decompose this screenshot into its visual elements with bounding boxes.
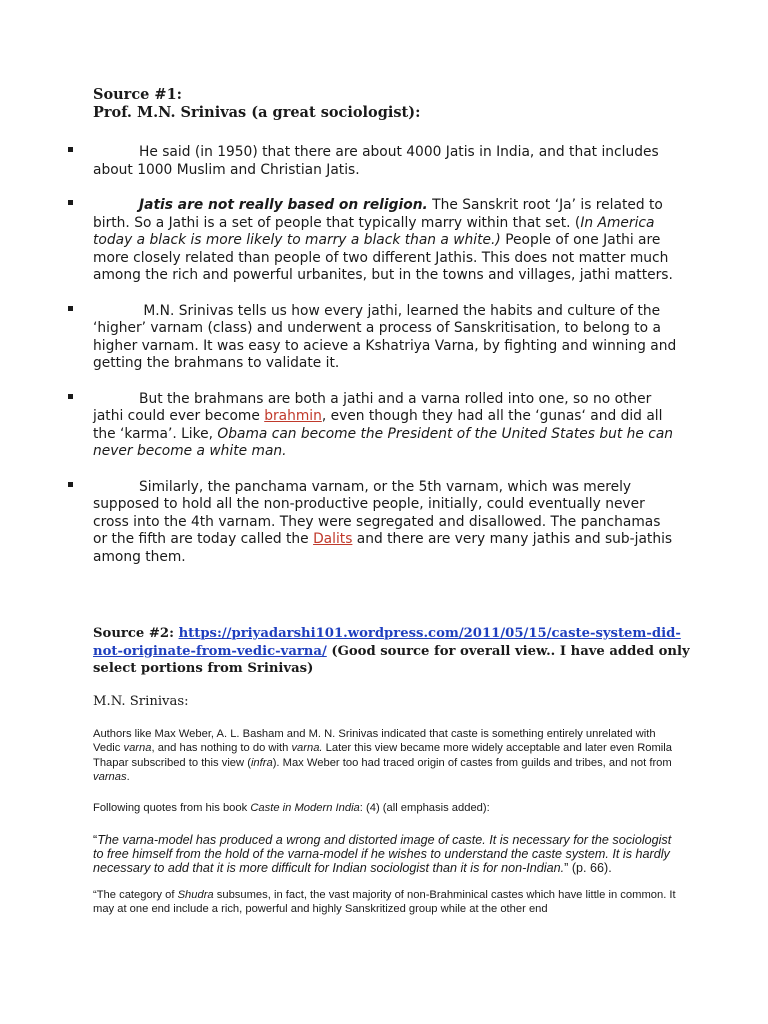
- square-bullet-icon: [68, 482, 73, 487]
- square-bullet-icon: [68, 147, 73, 152]
- square-bullet-icon: [68, 394, 73, 399]
- quote-shudra: “The category of Shudra subsumes, in fact, the vast majority of non-Brahminical castes which have little in common. It may at one end include a rich, powerful and highly Sanskritized group while at the other end: [93, 889, 676, 916]
- bullet-list: [0, 144, 768, 584]
- source2-paragraph: [93, 625, 693, 678]
- list-item: [0, 391, 768, 461]
- bullet-text: , even though they had all the ‘gunas‘ and did all the ‘karma’. Like,: [93, 408, 663, 442]
- srinivas-heading: M.N. Srinivas:: [93, 694, 189, 709]
- quotes-intro-paragraph: Following quotes from his book Caste in Modern India: (4) (all emphasis added):: [93, 802, 490, 814]
- source2-url-link[interactable]: https://priyadarshi101.wordpress.com/2011/05/15/caste-system-did-not-originate-from-vedic-varna/: [93, 626, 681, 659]
- bullet-text: Similarly, the panchama varnam, or the 5th varnam, which was merely supposed to hold all the non-productive people, initially, could eventually never cross into the 4th varnam. They were segregated and disallowed. The panchamas or the fifth are today called the: [93, 478, 661, 547]
- bullet-italic: In America today a black is more likely to marry a black than a white.): [93, 214, 655, 248]
- list-item: [0, 479, 768, 567]
- square-bullet-icon: [68, 200, 73, 205]
- bullet-text: But the brahmans are both a jathi and a varna rolled into one, so no other jathi could ever become: [93, 390, 652, 424]
- bullet-lead: Jatis are not really based on religion.: [139, 197, 428, 213]
- bullet-text: People of one Jathi are more closely related than people of two different Jathis. This does not matter much among the rich and powerful urbanites, but in the towns and villages, jathi matters.: [93, 232, 673, 283]
- quote-varna-model: “The varna-model has produced a wrong and distorted image of caste. It is necessary for the sociologist to free himself from the hold of the varna-model if he wishes to understand the caste system. It is hardly necessary to add that it is more difficult for Indian sociologist than it is for non-Indian.” (p. 66).: [93, 833, 672, 876]
- brahmin-link[interactable]: brahmin: [264, 408, 322, 424]
- source2-note: (Good source for overall view.. I have added only select portions from Srinivas): [93, 643, 690, 676]
- source1-subtitle: Prof. M.N. Srinivas (a great sociologist):: [93, 104, 421, 121]
- square-bullet-icon: [68, 306, 73, 311]
- source1-title: Source #1:: [93, 86, 183, 103]
- bullet-text: and there are very many jathis and sub-jathis among them.: [93, 531, 673, 565]
- bullet-text: The Sanskrit root ‘Ja’ is related to birth. So a Jathi is a set of people that typically marry within that set. (: [93, 197, 663, 231]
- bullet-text: M.N. Srinivas tells us how every jathi, learned the habits and culture of the ‘higher’ varnam (class) and underwent a process of Sanskritisation, to belong to a higher varnam. It was easy to acieve a Kshatriya Varna, by fighting and winning and getting the brahmans to validate it.: [93, 302, 677, 371]
- source1-heading: [93, 86, 420, 122]
- list-item: [0, 197, 768, 285]
- bullet-italic: Obama can become the President of the United States but he can never become a white man.: [93, 425, 674, 459]
- bullet-text: He said (in 1950) that there are about 4000 Jatis in India, and that includes about 1000 Muslim and Christian Jatis.: [93, 144, 659, 178]
- source2-label: Source #2:: [93, 626, 179, 641]
- dalits-link[interactable]: Dalits: [313, 531, 353, 547]
- list-item: [0, 144, 768, 179]
- authors-paragraph: Authors like Max Weber, A. L. Basham and M. N. Srinivas indicated that caste is something entirely unrelated with Vedic varna, and has nothing to do with varna. Later this view became more widely acceptable and later even Romila Thapar subscribed to this view (infra). Max Weber too had traced origin of castes from guilds and tribes, and not from varnas.: [93, 728, 673, 784]
- list-item: [0, 303, 768, 373]
